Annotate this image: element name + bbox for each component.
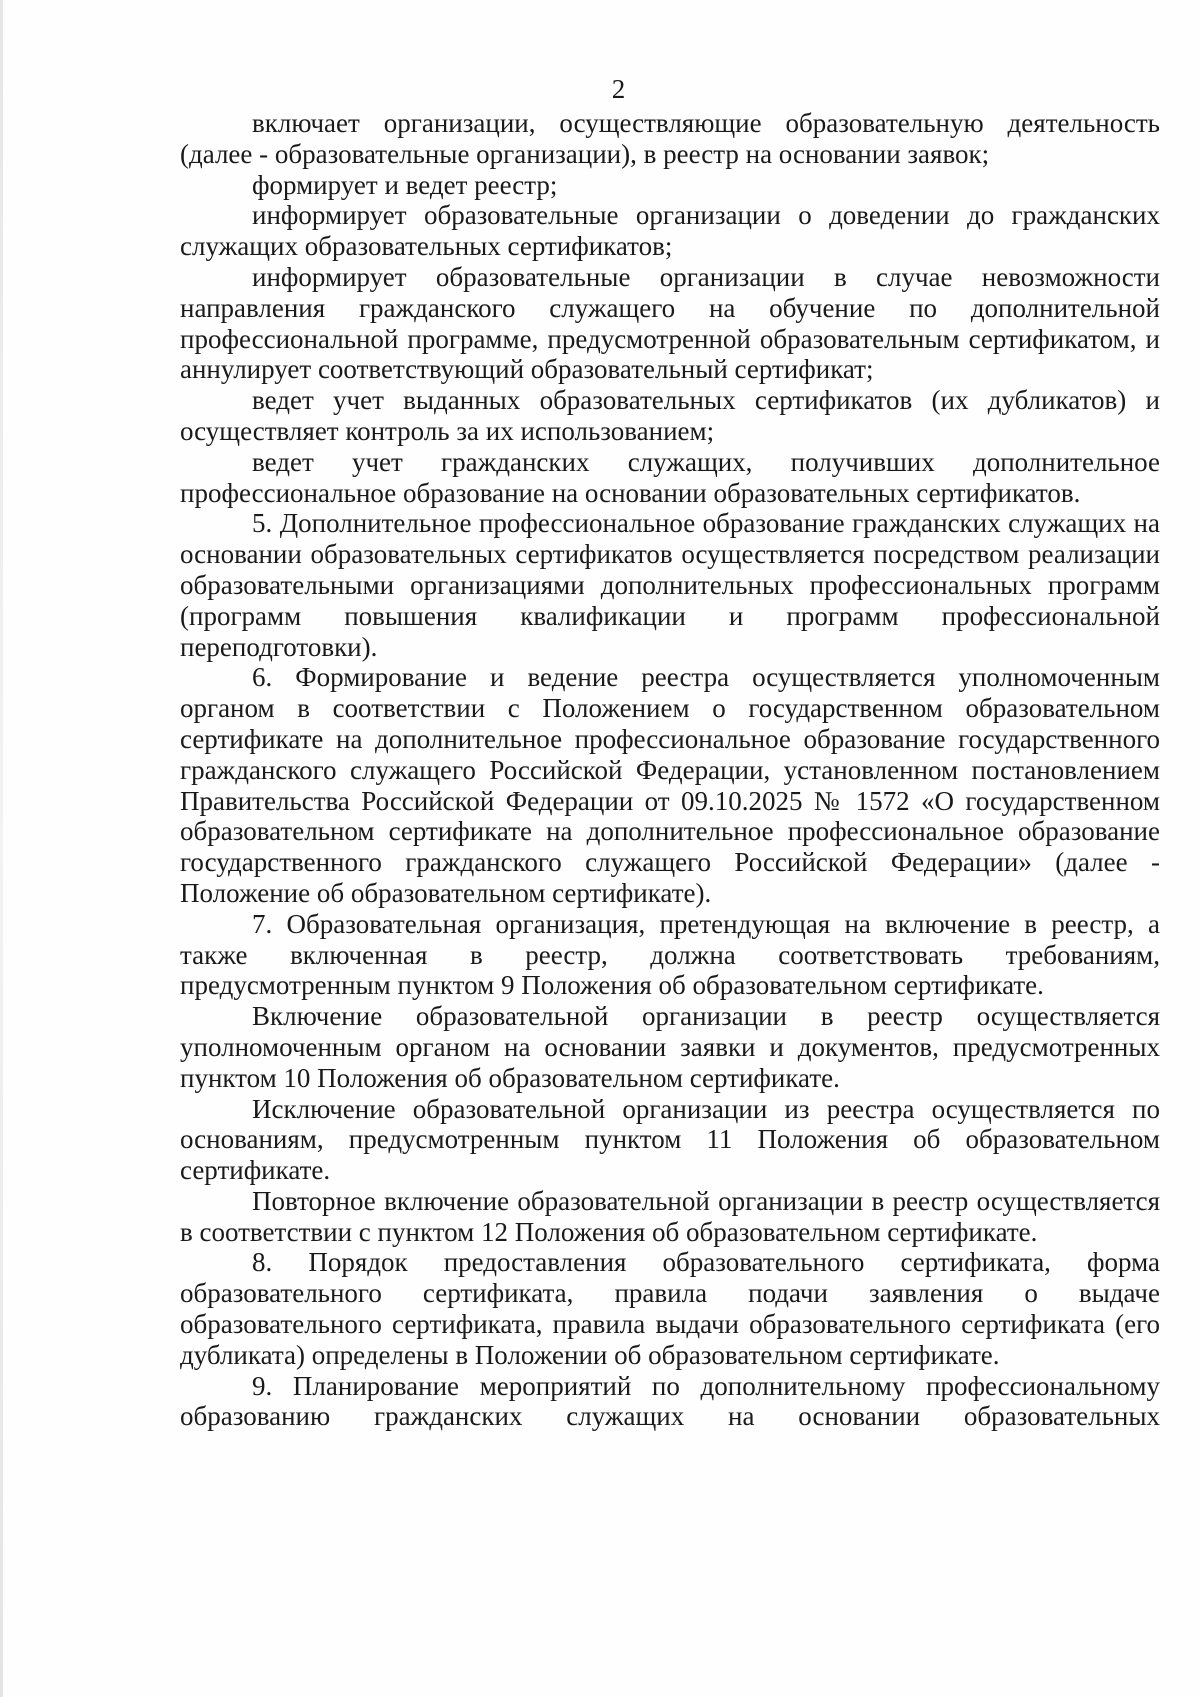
paragraph-inform-impossibility: информирует образовательные организации в случае невозможности направления гражданского служащего на обучение по дополнительной профессиональной программе, предусмотренной образовательным сертификатом, и аннулирует соответствующий образовательный сертификат; (180, 261, 1160, 385)
paragraph-item-6: 6. Формирование и ведение реестра осуществляется уполномоченным органом в соответствии с Положением о государственном образовательном сертификате на дополнительное профессиональное образование государственного гражданского служащего Российской Федерации, установленном постановлением Правительства Российской Федерации от 09.10.2025 № 1572 «О государственном образовательном сертификате на дополнительное профессиональное образование государственного гражданского служащего Российской Федерации» (далее - Положение об образовательном сертификате). (180, 662, 1160, 908)
paragraph-item-7: 7. Образовательная организация, претендующая на включение в реестр, а также включенная в реестр, должна соответствовать требованиям, предусмотренным пунктом 9 Положения об образовательном сертификате. (180, 908, 1160, 1001)
paragraph-inclusion: Включение образовательной организации в реестр осуществляется уполномоченным органом на основании заявки и документов, предусмотренных пунктом 10 Положения об образовательном сертификате. (180, 1001, 1160, 1093)
paragraph-record-servants: ведет учет гражданских служащих, получивших дополнительное профессиональное образование на основании образовательных сертификатов. (180, 446, 1160, 508)
paragraph-item-8: 8. Порядок предоставления образовательного сертификата, форма образовательного сертификата, правила подачи заявления о выдаче образовательного сертификата, правила выдачи образовательного сертификата (его дубликата) определены в Положении об образовательном сертификате. (180, 1247, 1160, 1370)
scan-edge (0, 0, 3, 1697)
paragraph-reinclusion: Повторное включение образовательной организации в реестр осуществляется в соответствии с пунктом 12 Положения об образовательном сертификате. (180, 1185, 1160, 1247)
paragraph-include-organizations: включает организации, осуществляющие образовательную деятельность (далее - образовательные организации), в реестр на основании заявок; (180, 108, 1160, 169)
paragraph-inform-certificates: информирует образовательные организации о доведении до гражданских служащих образовательных сертификатов; (180, 200, 1160, 262)
paragraph-form-registry: формирует и ведет реестр; (252, 169, 558, 200)
page-number: 2 (611, 74, 626, 104)
document-body (180, 108, 1160, 1432)
paragraph-item-9: 9. Планирование мероприятий по дополнительному профессиональному образованию гражданских служащих на основании образовательных (180, 1370, 1160, 1432)
paragraph-exclusion: Исключение образовательной организации из реестра осуществляется по основаниям, предусмотренным пунктом 11 Положения об образовательном сертификате. (180, 1093, 1160, 1186)
paragraph-item-5: 5. Дополнительное профессиональное образование гражданских служащих на основании образовательных сертификатов осуществляется посредством реализации образовательными организациями дополнительных профессиональных программ (программ повышения квалификации и программ профессиональной переподготовки). (180, 508, 1160, 662)
paragraph-record-certificates: ведет учет выданных образовательных сертификатов (их дубликатов) и осуществляет контроль за их использованием; (180, 385, 1160, 446)
